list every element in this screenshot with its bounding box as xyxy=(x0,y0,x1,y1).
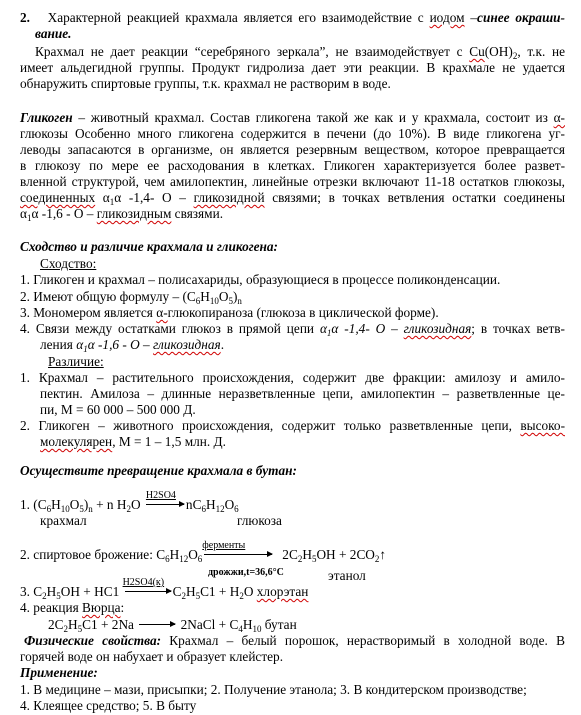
r2-m: ↑ xyxy=(379,547,387,562)
dif-item-1c: пи, М = 60 000 – 500 000 Д. xyxy=(40,402,196,417)
glyc-line3: леводы запасаются в организме, он является резервным веществом, которое превращается xyxy=(20,142,565,157)
d2-d: , М = 1 – 1,5 млн. Д. xyxy=(112,434,226,449)
r2-j: 5 xyxy=(311,554,317,564)
glyc-end: связями. xyxy=(171,206,224,221)
r5-b: 2 xyxy=(63,624,69,634)
r5-g: 4 xyxy=(238,624,243,634)
glyc-term: Гликоген xyxy=(20,110,73,125)
reaction-1-starch: крахмал xyxy=(40,513,87,528)
r4-a: 4. реакция xyxy=(20,600,83,615)
p3-line3: обнаружить спиртовые группы, т.к. крахмал не растворим в воде. xyxy=(20,76,391,91)
d2-a: 2. Гликоген – животного происхождения, содержит только разветвленные цепи, xyxy=(20,418,521,433)
glyc-line5: вленной структурой, чем амилопектин, линейные отрезки включают 11-18 остатков глюкозы, xyxy=(20,174,565,189)
r1-f: 5 xyxy=(79,504,84,514)
p2-blue-color: синее окраши- xyxy=(477,10,565,25)
r1-catalyst: H2SO4 xyxy=(145,490,176,501)
s4-d: α -1,4- О – xyxy=(331,321,404,336)
r3-arrow-group xyxy=(122,577,173,600)
p2-number: 2. xyxy=(20,10,30,25)
r2-b: 6 xyxy=(165,554,170,564)
p3-sub: 2 xyxy=(512,51,518,61)
s2-e: О xyxy=(218,289,229,304)
r1-arrow-group xyxy=(144,490,186,513)
r5-f: 2NaCl + С xyxy=(177,617,239,632)
glyc-a2: α xyxy=(20,206,27,221)
glyc-line2 xyxy=(20,126,565,142)
dif-item-1b: пектин. Амилоза – длинные неразветвленные цепи, амилопектин – разветвленные це- xyxy=(40,386,565,401)
reaction-3 xyxy=(20,577,309,601)
dif-item-2a xyxy=(20,418,565,434)
reaction-2-ethanol: этанол xyxy=(328,568,366,583)
p2-line2: вание. xyxy=(35,26,72,41)
r3-e: ОН + НС1 xyxy=(60,584,123,599)
s2-h: n xyxy=(237,296,242,306)
p3-cu: Cu xyxy=(469,44,485,59)
s2-d: 10 xyxy=(209,296,219,306)
p3-line1 xyxy=(35,44,565,60)
s2-c: Н xyxy=(200,289,210,304)
r3-g: 2 xyxy=(181,591,186,601)
r5-e: С1 + 2Na xyxy=(82,617,138,632)
glyc-line6 xyxy=(20,190,565,206)
s3-b: α- xyxy=(156,305,168,320)
r2-c: Н xyxy=(169,547,180,562)
s4-j: α -1,6 - О – xyxy=(87,337,154,352)
s3-c: глюкопираноза (глюкоза в циклической форме). xyxy=(167,305,439,320)
glyc-text2: Особенно много гликогена содержится в печени (до 10%). В виде гликогена уг- xyxy=(67,126,565,141)
r3-k: 2 xyxy=(239,591,244,601)
difference-heading: Различие: xyxy=(48,354,104,369)
s4-f: ; в точках ветв- xyxy=(471,321,565,336)
use-heading: Применение: xyxy=(20,665,98,680)
reaction-2-conditions: дрожжи,t=36,6°С xyxy=(208,567,284,578)
dif-item-1a: 1. Крахмал – растительного происхождения, содержит две фракции: амилозу и амило- xyxy=(20,370,565,385)
s4-k: гликозидная xyxy=(153,337,221,352)
s2-b: 6 xyxy=(195,296,201,306)
phys-text: Крахмал – белый порошок, нерастворимый в холодной воде. В xyxy=(161,633,565,648)
s4-a: 4. Связи между остатками глюкоз в прямой цепи xyxy=(20,321,320,336)
r2-g: 2С xyxy=(282,547,298,562)
dif-item-2b xyxy=(40,434,226,450)
sim-item-1: 1. Гликоген и крахмал – полисахариды, образующиеся в процессе поликонденсации. xyxy=(20,272,501,287)
r4-c: : xyxy=(120,600,125,615)
r1-n: Н xyxy=(205,497,216,512)
p3-oh: (OH) xyxy=(484,44,513,59)
phys-heading: Физические свойства: xyxy=(24,633,162,648)
d2-c: молекулярен xyxy=(40,434,113,449)
r4-wurtz: Вюрца xyxy=(82,600,121,615)
r3-arrow xyxy=(125,591,171,592)
s2-f: 5 xyxy=(228,296,233,306)
reaction-4 xyxy=(20,600,124,616)
phys-line2: горячей воде он набухает и образует клейстер. xyxy=(20,649,284,664)
r3-chloroethane: хлорэтан xyxy=(256,584,309,599)
r2-d: 12 xyxy=(179,554,189,564)
glyc-connected: соединенных xyxy=(20,190,96,205)
r5-arrow xyxy=(139,624,175,625)
r1-l: nС xyxy=(185,497,202,512)
r3-f: С xyxy=(172,584,182,599)
s4-e: гликозидная xyxy=(403,321,472,336)
reaction-2 xyxy=(20,540,387,564)
s4-i: 1 xyxy=(83,344,88,354)
p2-text: Характерной реакцией крахмала является его взаимодействие с xyxy=(47,10,430,25)
glyc-glucose: глюкозы xyxy=(20,126,68,141)
r2-f: 6 xyxy=(197,554,203,564)
s4-b: α xyxy=(319,321,327,336)
r2-k: ОН + 2СО xyxy=(316,547,375,562)
r2-i: Н xyxy=(302,547,312,562)
glyc-glycosidic2: гликозидным xyxy=(96,206,172,221)
phys-line1 xyxy=(24,633,565,649)
r1-q: 6 xyxy=(234,504,239,514)
r1-i: + n Н xyxy=(92,497,127,512)
r1-j: 2 xyxy=(126,504,131,514)
r3-b: 2 xyxy=(42,591,47,601)
r2-arrow xyxy=(204,554,272,555)
r2-a: 2. спиртовое брожение: С xyxy=(20,547,166,562)
r3-c: Н xyxy=(46,584,57,599)
glyc-sub: 1 xyxy=(109,197,115,207)
r2-h: 2 xyxy=(297,554,303,564)
glyc-bond: α -1,4- О – xyxy=(114,190,194,205)
r2-arrow-group xyxy=(202,540,282,563)
r3-l: О xyxy=(243,584,257,599)
glyc-alpha: α- xyxy=(553,110,565,125)
r1-h: n xyxy=(88,504,93,514)
r5-c: Н xyxy=(68,617,78,632)
diff-title: Сходство и различие крахмала и гликогена: xyxy=(20,239,278,254)
s4-h: α xyxy=(76,337,84,352)
r3-j: С1 + Н xyxy=(200,584,240,599)
p2-dash: – xyxy=(464,10,478,25)
p3-text-end: , т.к. не xyxy=(517,44,565,59)
reaction-1-glucose: глюкоза xyxy=(237,513,282,528)
p2-line1 xyxy=(20,10,565,26)
r5-h: Н xyxy=(242,617,253,632)
r1-c: Н xyxy=(51,497,61,512)
glyc-sub2: 1 xyxy=(26,213,32,223)
glyc-line4: в глюкозу по мере ее расходования в клетках. Гликоген характеризуется более развет- xyxy=(20,158,565,173)
r1-e: О xyxy=(69,497,80,512)
r5-a: 2С xyxy=(48,617,64,632)
r2-catalyst: ферменты xyxy=(202,540,246,551)
r5-d: 5 xyxy=(77,624,83,634)
r2-e: О xyxy=(188,547,198,562)
s3-a: 3. Мономером является xyxy=(20,305,157,320)
r1-k: О xyxy=(130,497,144,512)
r3-catalyst: H2SO4(к) xyxy=(122,577,165,588)
sim-item-3 xyxy=(20,305,439,321)
r5-i: 10 xyxy=(252,624,262,634)
glyc-line7 xyxy=(20,206,223,222)
r1-m: 6 xyxy=(201,504,206,514)
glyc-line1 xyxy=(20,110,565,126)
r3-i: 5 xyxy=(195,591,201,601)
s4-g: ления xyxy=(40,337,77,352)
reaction-4-equation xyxy=(48,617,297,633)
similarity-heading: Сходство: xyxy=(40,256,97,271)
r3-h: Н xyxy=(185,584,196,599)
glyc-text6: связями; в точках ветвления остатки соединены xyxy=(264,190,566,205)
glyc-glycosidic: гликозидной xyxy=(193,190,265,205)
p2-iodine: иодом xyxy=(429,10,465,25)
s4-l: . xyxy=(220,337,225,352)
sim-item-4-cont xyxy=(40,337,224,353)
r1-arrow xyxy=(146,504,184,505)
s4-c: 1 xyxy=(326,328,332,338)
conv-title: Осуществите превращение крахмала в бутан: xyxy=(20,463,297,478)
p3-text: Крахмал не дает реакции “серебряного зеркала”, не взаимодействует с xyxy=(35,44,470,59)
r1-o: 12 xyxy=(215,504,225,514)
use-line2: 4. Клеящее средство; 5. В быту xyxy=(20,698,197,713)
r1-g: ) xyxy=(83,497,89,512)
sim-item-2 xyxy=(20,289,242,305)
sim-item-4 xyxy=(20,321,565,337)
s2-a: 2. Имеют общую формулу – (С xyxy=(20,289,196,304)
r1-d: 10 xyxy=(60,504,70,514)
r3-d: 5 xyxy=(56,591,61,601)
glyc-a: α xyxy=(95,190,110,205)
reaction-1 xyxy=(20,490,239,514)
r2-l: 2 xyxy=(374,554,380,564)
r5-j: бутан xyxy=(261,617,297,632)
use-line1: 1. В медицине – мази, присыпки; 2. Получение этанола; 3. В кондитерском производстве; xyxy=(20,682,527,697)
r1-a: 1. (С xyxy=(20,497,47,512)
r3-a: 3. С xyxy=(20,584,43,599)
glyc-text: – животный крахмал. Состав гликогена такой же как и у крахмала, состоит из xyxy=(72,110,554,125)
p3-line2: имеет альдегидной группы. Продукт гидролиза дает эти реакции. В крахмале не удается xyxy=(20,60,565,75)
s2-g: ) xyxy=(232,289,238,304)
r1-b: 6 xyxy=(46,504,52,514)
r1-p: О xyxy=(224,497,235,512)
d2-b: высоко- xyxy=(520,418,565,433)
glyc-bond2: α -1,6 - О – xyxy=(31,206,97,221)
